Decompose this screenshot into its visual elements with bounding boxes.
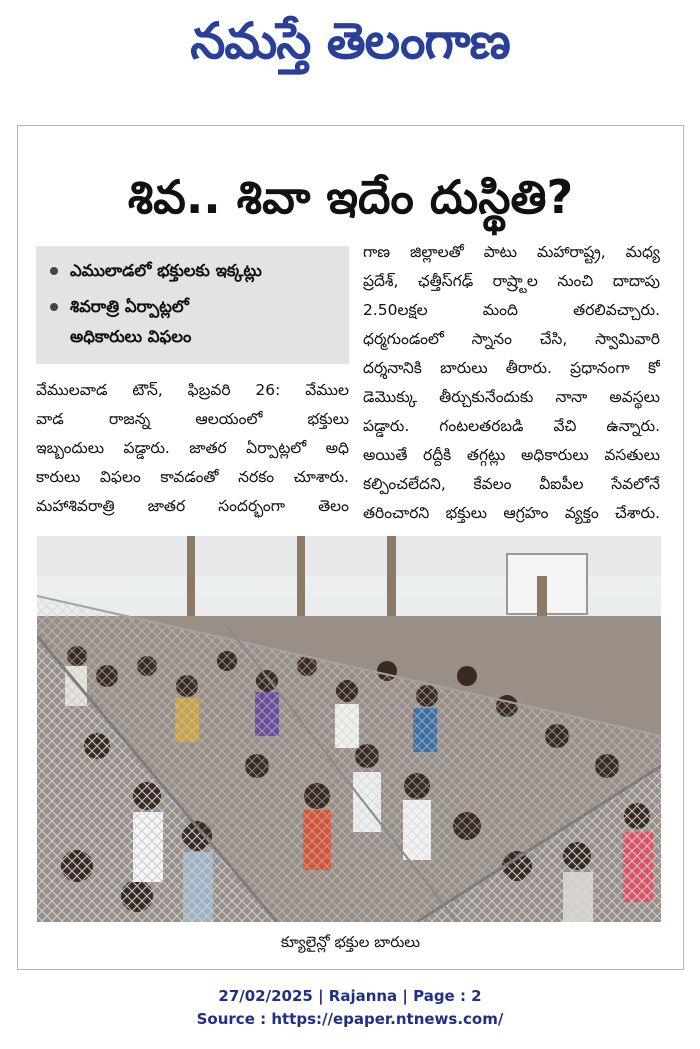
footer-source: Source : https://epaper.ntnews.com/ [196,1010,504,1028]
photo-caption: క్యూలైన్లో భక్తుల బారులు [280,933,421,951]
body-line: కారులు విఫలం కావడంతో నరకం చూశారు. [36,468,349,486]
body-line: ప్రదేశ్‌, ఛత్తీస్‌గఢ్‌ రాష్ర్టాల నుంచి దాదాపు [363,272,660,290]
footer-date-page: 27/02/2025 | Rajanna | Page : 2 [218,987,482,1005]
highlight-text [70,292,191,352]
article-body-left-column [36,376,349,521]
news-article [17,125,684,970]
body-line: తరించారని భక్తులు ఆగ్రహం వ్యక్తం చేశారు. [363,504,660,522]
article-headline: శివ.. శివా ఇదేం దుస్థితి? [127,170,574,224]
highlights-box [36,246,349,364]
body-line: 2.50లక్షల మంది తరలివచ్చారు. [363,301,660,319]
body-line: డెమొక్కు తీర్చుకునేందుకు నానా అవస్థలు [363,388,660,406]
highlight-item [48,292,339,352]
bullet-icon [50,303,58,311]
photo-illustration [37,536,661,922]
body-line: వాడ రాజన్న ఆలయంలో భక్తులు [36,410,349,428]
body-line: పడ్డారు. గంటలతరబడి వేచి ఉన్నారు. [363,417,660,435]
body-line: ఇబ్బందులు పడ్డారు. జాతర ఏర్పాట్లలో అధి [36,439,349,457]
highlight-text: ఎములాడలో భక్తులకు ఇక్కట్లు [70,261,262,280]
newspaper-masthead: నమస్తే తెలంగాణ [190,12,510,70]
bullet-icon [50,267,58,275]
highlight-text-line: అధికారులు విఫలం [70,327,192,346]
body-line: ధర్మగుండంలో స్నానం చేసి, స్వామివారి [363,330,660,348]
body-line: కల్పించలేదని, కేవలం వీఐపీల సేవలోనే [363,475,660,493]
body-line: దర్శనానికి బారులు తీరారు. ప్రధానంగా కో [363,359,660,377]
highlight-item [48,256,339,286]
body-line: వేములవాడ టౌన్‌, ఫిబ్రవరి 26: వేముల [36,381,349,399]
body-line: మహాశివరాత్రి జాతర సందర్భంగా తెలం [36,497,349,515]
crowd-queue-photo [37,536,661,922]
article-body-right-column [363,238,660,528]
highlight-text-line: శివరాత్రి ఏర్పాట్లలో [70,297,189,316]
body-line: గాణ జిల్లాలతో పాటు మహారాష్ట్ర, మధ్య [363,243,660,261]
page-footer [0,985,700,1031]
body-line: అయితే రద్దీకి తగ్గట్లు అధికారులు వసతులు [363,446,660,464]
